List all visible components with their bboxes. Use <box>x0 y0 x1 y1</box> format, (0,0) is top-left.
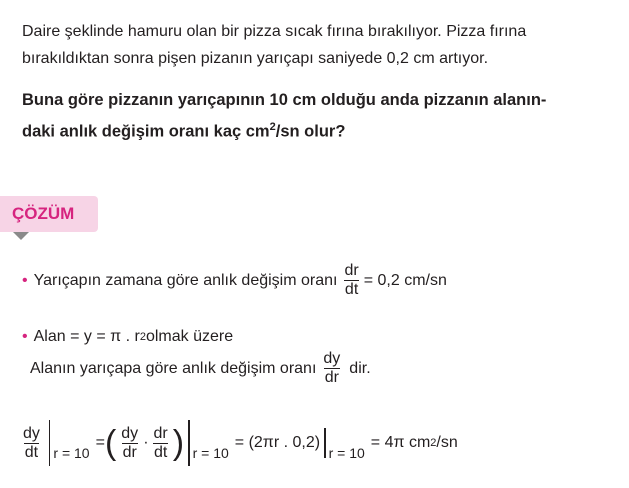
dy-dr-fraction <box>120 425 139 462</box>
fraction-denominator: dt <box>153 443 168 461</box>
evaluation-bar <box>49 420 51 466</box>
problem-line-1: Daire şeklinde hamuru olan bir pizza sıcak fırına bırakılıyor. Pizza fırına <box>22 23 527 40</box>
item-3-suffix: dir. <box>349 359 371 377</box>
item-1-value: = 0,2 cm/sn <box>363 271 447 289</box>
bullet-icon: • <box>22 271 28 289</box>
question-line-2 <box>22 114 622 146</box>
bullet-icon: • <box>22 328 28 345</box>
dr-dt-fraction <box>343 262 359 299</box>
right-parenthesis: ) <box>172 424 185 462</box>
fraction-denominator: dr <box>122 443 137 461</box>
fraction-numerator: dy <box>121 424 139 442</box>
result-exponent: 2 <box>430 437 437 449</box>
dy-dt-fraction <box>22 425 41 462</box>
item-1-text: Yarıçapın zamana göre anlık değişim oranı <box>33 271 338 289</box>
solution-item-2 <box>22 328 233 346</box>
item-3-text: Alanın yarıçapa göre anlık değişim oranı <box>30 359 317 377</box>
solution-item-3 <box>30 350 371 387</box>
problem-text <box>22 18 622 72</box>
question-line-2-pre: daki anlık değişim oranı kaç cm <box>22 122 270 141</box>
question-text <box>22 87 622 146</box>
solution-badge <box>0 196 98 232</box>
result-pre: = 4π cm <box>370 434 431 451</box>
solution-equation <box>22 420 458 466</box>
result-post: /sn <box>436 434 458 451</box>
item-2-text-pre: Alan = y = π . r <box>33 328 140 345</box>
fraction-numerator: dy <box>323 350 341 367</box>
multiply-dot: · <box>143 434 149 451</box>
evaluation-bar <box>188 420 190 466</box>
question-line-2-post: /sn olur? <box>275 122 346 141</box>
item-2-exponent: 2 <box>139 331 146 343</box>
evaluation-subscript: r = 10 <box>328 445 365 461</box>
equals-sign: = <box>95 434 105 451</box>
solution-badge-label: ÇÖZÜM <box>12 204 75 223</box>
middle-expression: = (2πr . 0,2) <box>234 434 321 451</box>
dr-dt-fraction <box>153 425 169 462</box>
fraction-numerator: dr <box>344 262 359 279</box>
question-unit-exponent: 2 <box>269 121 276 133</box>
left-parenthesis: ( <box>104 424 117 462</box>
question-line-1: Buna göre pizzanın yarıçapının 10 cm olduğu anda pizzanın alanın- <box>22 91 547 109</box>
fraction-numerator: dr <box>153 424 168 442</box>
item-2-text-post: olmak üzere <box>145 328 234 345</box>
fraction-numerator: dy <box>23 424 40 442</box>
evaluation-bar <box>324 428 326 458</box>
fraction-denominator: dt <box>344 281 359 298</box>
evaluation-subscript: r = 10 <box>53 445 90 461</box>
fraction-denominator: dt <box>24 443 39 461</box>
fraction-denominator: dr <box>324 369 339 386</box>
badge-arrow-icon <box>13 232 29 240</box>
dy-dr-fraction <box>322 350 341 387</box>
problem-line-2: bırakıldıktan sonra pişen pizanın yarıçapı saniyede 0,2 cm artıyor. <box>22 50 489 67</box>
evaluation-subscript: r = 10 <box>192 445 229 461</box>
solution-item-1 <box>22 262 447 299</box>
